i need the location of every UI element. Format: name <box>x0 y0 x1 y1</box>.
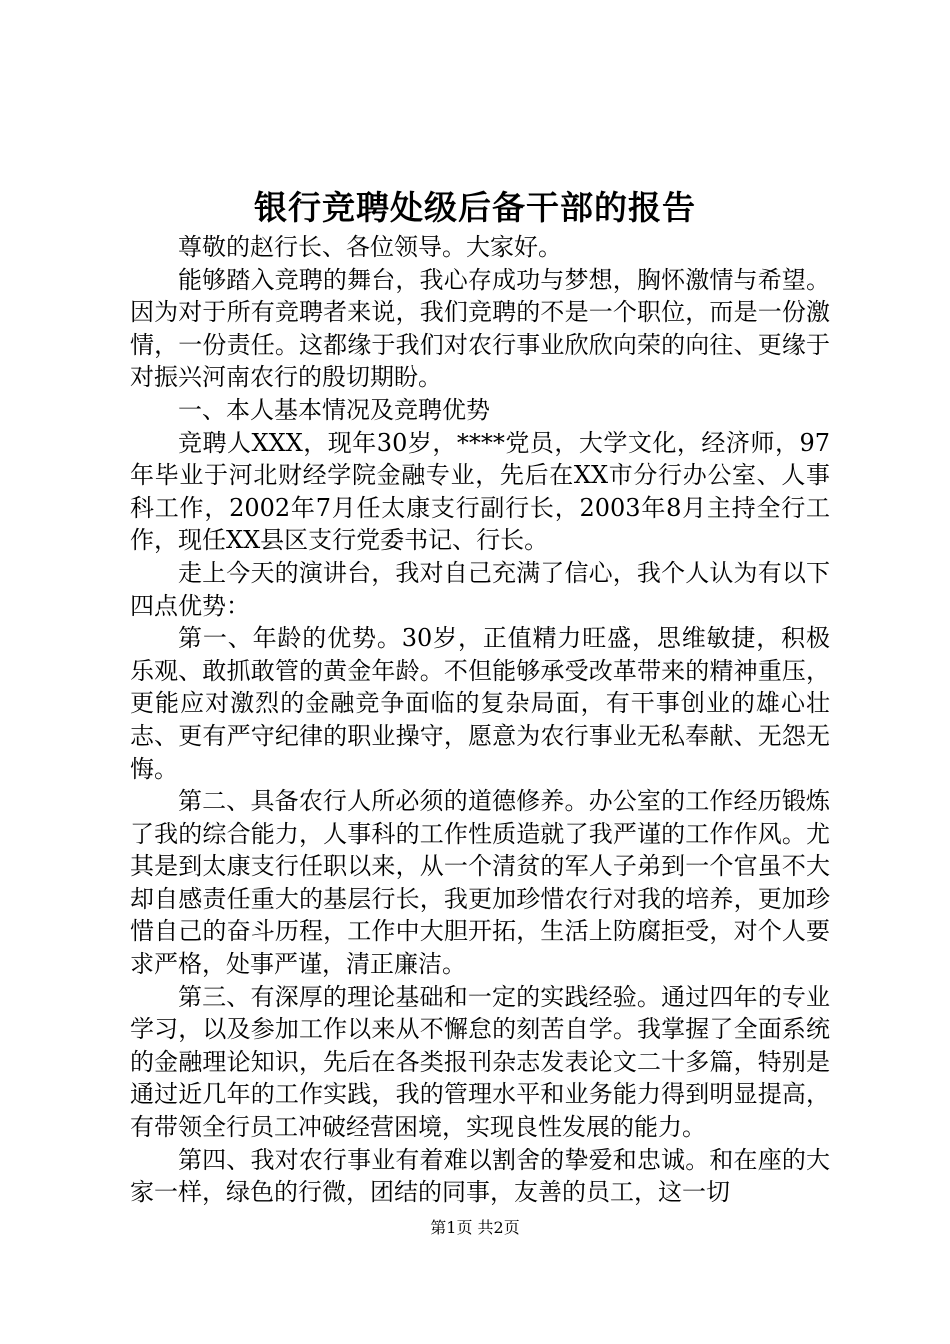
paragraph-greeting: 尊敬的赵行长、各位领导。大家好。 <box>178 233 562 261</box>
paragraph-basic-info: 竞聘人XXX，现年30岁，****党员，大学文化，经济师，97年毕业于河北财经学院金融专业，先后在XX市分行办公室、人事科工作，2002年7月任太康支行副行长，2003年8月主持全行工作，现任XX县区支行党委书记、行长。 <box>130 428 830 555</box>
page-footer: 第1页 共2页 <box>430 1218 520 1237</box>
paragraph-intro: 能够踏入竞聘的舞台，我心存成功与梦想，胸怀激情与希望。因为对于所有竞聘者来说，我们竞聘的不是一个职位，而是一份激情，一份责任。这都缘于我们对农行事业欣欣向荣的向往、更缘于对振兴河南农行的殷切期盼。 <box>130 265 830 392</box>
paragraph-advantages-intro: 走上今天的演讲台，我对自己充满了信心，我个人认为有以下四点优势： <box>130 558 830 620</box>
document-title: 银行竞聘处级后备干部的报告 <box>254 188 696 227</box>
paragraph-advantage-1: 第一、年龄的优势。30岁，正值精力旺盛，思维敏捷，积极乐观、敢抓敢管的黄金年龄。不但能够承受改革带来的精神重压，更能应对激烈的金融竞争面临的复杂局面，有干事创业的雄心壮志、更有严守纪律的职业操守，愿意为农行事业无私奉献、无怨无悔。 <box>130 624 830 783</box>
paragraph-advantage-3: 第三、有深厚的理论基础和一定的实践经验。通过四年的专业学习，以及参加工作以来从不懈怠的刻苦自学。我掌握了全面系统的金融理论知识，先后在各类报刊杂志发表论文二十多篇，特别是通过近几年的工作实践，我的管理水平和业务能力得到明显提高，有带领全行员工冲破经营困境，实现良性发展的能力。 <box>130 982 830 1142</box>
document-body <box>130 231 830 1209</box>
paragraph-advantage-4: 第四、我对农行事业有着难以割舍的挚爱和忠诚。和在座的大家一样，绿色的行微，团结的同事，友善的员工，这一切 <box>130 1145 830 1207</box>
section-heading-1: 一、本人基本情况及竞聘优势 <box>178 395 490 424</box>
paragraph-advantage-2: 第二、具备农行人所必须的道德修养。办公室的工作经历锻炼了我的综合能力，人事科的工作性质造就了我严谨的工作作风。尤其是到太康支行任职以来，从一个清贫的军人子弟到一个官虽不大却自感责任重大的基层行长，我更加珍惜农行对我的培养，更加珍惜自己的奋斗历程，工作中大胆开拓，生活上防腐拒受，对个人要求严格，处事严谨，清正廉洁。 <box>130 787 830 979</box>
